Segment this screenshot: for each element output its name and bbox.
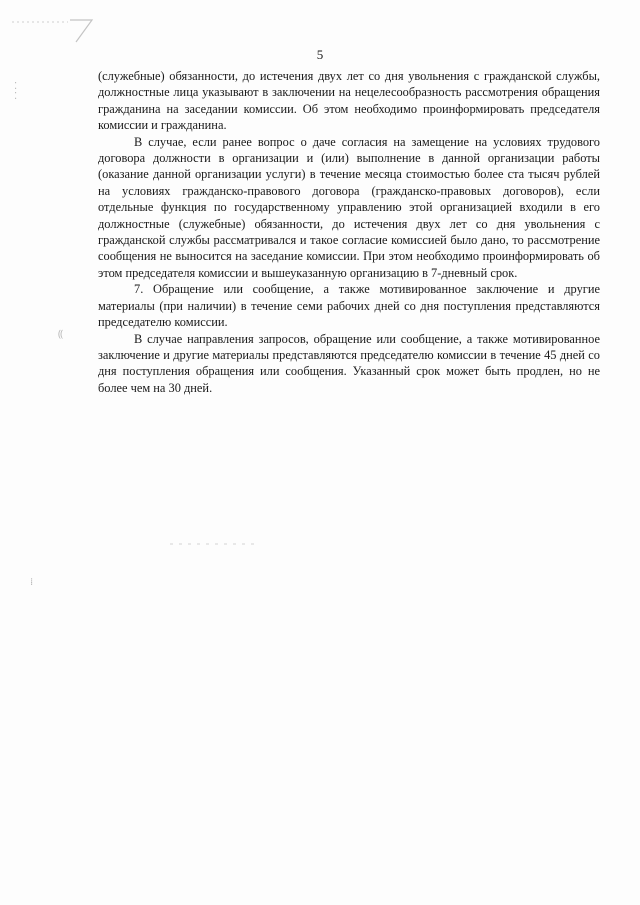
paragraph-2: В случае, если ранее вопрос о даче согласия на замещение на условиях трудового договора должности в организации и (или) выполнение в данной организации работы (оказание данной организации услуги) в течение месяца стоимостью более ста тысяч рублей на условиях гражданско-правового договора (гражданско-правовых договоров), если отдельные функция по государственному управлению этой организацией входили в его должностные (служебные) обязанности, до истечения двух лет со дня увольнения с гражданской службы рассматривался и такое согласие комиссией было дано, то рассмотрение сообщения не выносится на заседание комиссии. При этом необходимо проинформировать об этом председателя комиссии и вышеуказанную организацию в 7-дневный срок. xyxy=(98,134,600,280)
scan-artifact-line xyxy=(170,540,260,546)
scan-artifact-glyph: ⁞ xyxy=(30,577,34,588)
paragraph-3: 7. Обращение или сообщение, а также мотивированное заключение и другие материалы (при наличии) в течение семи рабочих дней со дня поступления представляются председателю комиссии. xyxy=(98,282,600,330)
scan-artifact-bracket: ⸨ xyxy=(58,329,64,340)
paragraph-1: (служебные) обязанности, до истечения двух лет со дня увольнения с гражданской службы, должностные лица указывают в заключении на нецелесообразность рассмотрения обращения гражданина на заседании комиссии. Об этом необходимо проинформировать председателя комиссии и гражданина. xyxy=(98,69,600,133)
scan-artifact-mark xyxy=(10,14,100,44)
page-number: 5 xyxy=(316,47,324,62)
scan-dash-graphic xyxy=(170,541,260,547)
document-body xyxy=(98,68,600,396)
paragraph-4: В случае направления запросов, обращение или сообщение, а также мотивированное заключение и другие материалы представляются председателю комиссии в течение 45 дней со дня поступления обращения или сообщения. Указанный срок может быть продлен, но не более чем на 30 дней. xyxy=(98,331,600,395)
scan-stroke-graphic xyxy=(10,14,100,44)
scan-artifact-dots: ⁚ ⁚ xyxy=(14,81,18,102)
